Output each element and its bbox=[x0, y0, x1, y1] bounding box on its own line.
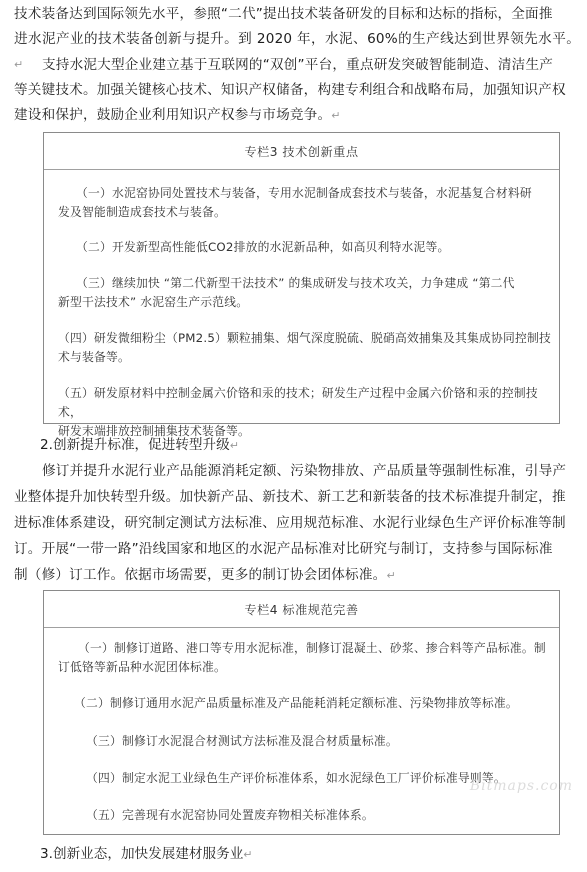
paragraph-return-mark: ↵ bbox=[331, 109, 341, 122]
paragraph-3-line-1: 修订并提升水泥行业产品能源消耗定额、污染物排放、产品质量等强制性标准，引导产 bbox=[42, 463, 567, 479]
box-3-item-4: （四）研发微细粉尘（PM2.5）颗粒捕集、烟气深度脱硫、脱硝高效捕集及其集成协同控制技 术与装备等。 bbox=[58, 331, 551, 364]
box-4-item-1: （一）制修订道路、港口等专用水泥标准，制修订混凝土、砂浆、掺合料等产品标准。制 订低铬等新品种水泥团体标准。 bbox=[58, 641, 546, 674]
box-3-item-5: （五）研发原材料中控制金属六价铬和汞的技术；研发生产过程中金属六价铬和汞的控制技术， 研发末端排放控制捕集技术装备等。 bbox=[58, 386, 538, 438]
paragraph-3-line-2: 业整体提升加快转型升级。加快新产品、新技术、新工艺和新装备的技术标准提升制定，推 bbox=[14, 489, 566, 505]
box-4-item-5: （五）完善现有水泥窑协同处置废弃物相关标准体系。 bbox=[86, 808, 374, 822]
paragraph-return-mark: ↵ bbox=[229, 439, 239, 452]
paragraph-3-line-3: 进标准体系建设，研究制定测试方法标准、应用规范标准、水泥行业绿色生产评价标准等制 bbox=[14, 515, 566, 531]
paragraph-1-line-2: 进水泥产业的技术装备创新与提升。到 2020 年，水泥、60%的生产线达到世界领先水平。↵ bbox=[14, 31, 580, 71]
column-box-3-title: 专栏3 技术创新重点 bbox=[44, 133, 559, 170]
paragraph-return-mark: ↵ bbox=[386, 569, 396, 582]
box-3-item-2: （二）开发新型高性能低CO2排放的水泥新品种，如高贝利特水泥等。 bbox=[76, 240, 450, 254]
column-box-3 bbox=[43, 132, 560, 438]
box-4-item-3: （三）制修订水泥混合材测试方法标准及混合材质量标准。 bbox=[86, 734, 398, 748]
paragraph-return-mark: ↵ bbox=[14, 58, 24, 71]
paragraph-1-line-1: 技术装备达到国际领先水平，参照“二代”提出技术装备研发的目标和达标的指标，全面推 bbox=[14, 6, 553, 22]
section-heading-2: 2.创新提升标准，促进转型升级↵ bbox=[40, 437, 239, 453]
paragraph-return-mark: ↵ bbox=[243, 848, 253, 861]
box-3-item-1: （一）水泥窑协同处置技术与装备，专用水泥制备成套技术与装备，水泥基复合材料研 发及智能制造成套技术与装备。 bbox=[58, 186, 532, 219]
column-box-4-title: 专栏4 标准规范完善 bbox=[44, 591, 559, 628]
column-box-4 bbox=[43, 590, 560, 835]
paragraph-2-line-3: 建设和保护，鼓励企业利用知识产权参与市场竞争。↵ bbox=[14, 107, 341, 123]
paragraph-3-line-4: 订。开展“一带一路”沿线国家和地区的水泥产品标准对比研究与制订，支持参与国际标准 bbox=[14, 541, 553, 557]
paragraph-2-line-1: 支持水泥大型企业建立基于互联网的“双创”平台，重点研发突破智能制造、清洁生产 bbox=[42, 57, 554, 73]
paragraph-2-line-2: 等关键技术。加强关键核心技术、知识产权储备，构建专利组合和战略布局，加强知识产权 bbox=[14, 82, 566, 98]
paragraph-3-line-5: 制（修）订工作。依据市场需要，更多的制订协会团体标准。↵ bbox=[14, 567, 396, 583]
section-heading-3: 3.创新业态，加快发展建材服务业↵ bbox=[40, 846, 253, 862]
box-3-item-3: （三）继续加快 “第二代新型干法技术” 的集成研发与技术攻关，力争建成 “第二代 新型干法技术” 水泥窑生产示范线。 bbox=[58, 276, 515, 309]
watermark-logo: Bitmaps.com bbox=[469, 778, 573, 794]
box-4-item-4: （四）制定水泥工业绿色生产评价标准体系，如水泥绿色工厂评价标准导则等。 bbox=[86, 771, 506, 785]
box-4-item-2: （二）制修订通用水泥产品质量标准及产品能耗消耗定额标准、污染物排放等标准。 bbox=[74, 696, 518, 710]
